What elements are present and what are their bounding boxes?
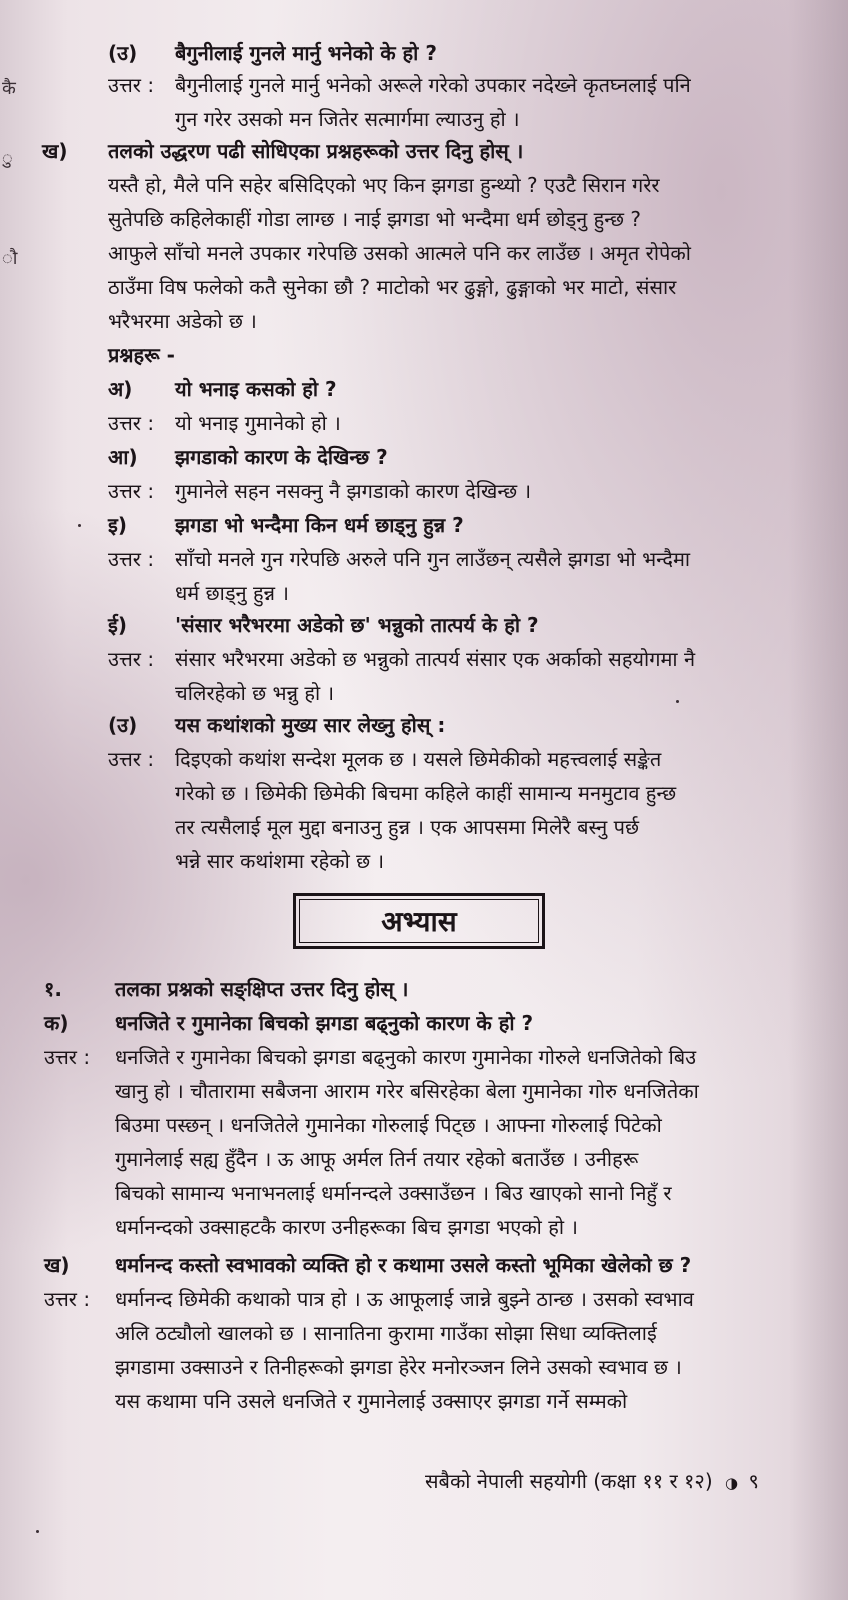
question-text: यस कथांशको मुख्य सार लेख्नु होस् : <box>175 713 446 737</box>
exercise-number: १. <box>44 977 62 1001</box>
answer-line: झगडामा उक्साउने र तिनीहरूको झगडा हेरेर मनोरञ्जन लिने उसको स्वभाव छ । <box>115 1355 682 1379</box>
speck <box>676 700 679 703</box>
answer-line: गुन गरेर उसको मन जितेर सत्मार्गमा ल्याउनु हो । <box>175 107 520 131</box>
question-label: अ) <box>108 377 133 401</box>
footer-title: सबैको नेपाली सहयोगी (कक्षा ११ र १२) <box>425 1469 713 1493</box>
passage-line: यस्तै हो, मैले पनि सहेर बसिदिएको भए किन झगडा हुन्थ्यो ? एउटै सिरान गरेर <box>108 173 660 197</box>
question-label: ख) <box>44 1253 70 1277</box>
answer-line: संसार भरैभरमा अडेको छ भन्नुको तात्पर्य संसार एक अर्काको सहयोगमा नै <box>175 647 696 671</box>
question-label: क) <box>44 1011 69 1035</box>
answer-line: गुमानेलाई सह्य हुँदैन । ऊ आफू अर्मल तिर्न तयार रहेको बताउँछ । उनीहरू <box>115 1147 639 1171</box>
answer-line: यो भनाइ गुमानेको हो । <box>175 411 341 435</box>
question-text: धर्मानन्द कस्तो स्वभावको व्यक्ति हो र कथामा उसले कस्तो भूमिका खेलेको छ ? <box>115 1253 692 1277</box>
question-text: झगडाको कारण के देखिन्छ ? <box>175 445 388 469</box>
answer-line: धर्म छाड्नु हुन्न । <box>175 581 289 605</box>
answer-line: गरेको छ । छिमेकी छिमेकी बिचमा कहिले काहीं सामान्य मनमुटाव हुन्छ <box>175 781 677 805</box>
questions-heading: प्रश्नहरू - <box>108 343 175 367</box>
section-label: ख) <box>42 139 68 163</box>
question-text: बैगुनीलाई गुनले मार्नु भनेको के हो ? <box>175 41 437 65</box>
page-footer <box>425 1464 759 1500</box>
answer-line: धनजिते र गुमानेका बिचको झगडा बढ्नुको कारण गुमानेका गोरुले धनजितेको बिउ <box>115 1045 697 1069</box>
question-label: (उ) <box>108 713 138 737</box>
page-number: ९ <box>748 1469 759 1493</box>
answer-label: उत्तर : <box>108 747 155 771</box>
question-text: धनजिते र गुमानेका बिचको झगडा बढ्नुको कारण के हो ? <box>115 1011 534 1035</box>
answer-line: साँचो मनले गुन गरेपछि अरुले पनि गुन लाउँछन् त्यसैले झगडा भो भन्दैमा <box>175 547 691 571</box>
answer-line: बिचको सामान्य भनाभनलाई धर्मानन्दले उक्साउँछन । बिउ खाएको सानो निहुँ र <box>115 1181 672 1205</box>
question-label: (उ) <box>108 41 138 65</box>
margin-mark: ु <box>2 148 13 169</box>
answer-line: धर्मानन्द छिमेकी कथाको पात्र हो । ऊ आफूलाई जान्ने बुझ्ने ठान्छ । उसको स्वभाव <box>115 1287 694 1311</box>
answer-line: बिउमा पस्छन् । धनजितेले गुमानेका गोरुलाई पिट्छ । आफ्ना गोरुलाई पिटेको <box>115 1113 662 1137</box>
answer-label: उत्तर : <box>108 547 155 571</box>
answer-label: उत्तर : <box>108 73 155 97</box>
answer-line: गुमानेले सहन नसक्नु नै झगडाको कारण देखिन्छ । <box>175 479 532 503</box>
question-label: इ) <box>108 513 127 537</box>
answer-line: यस कथामा पनि उसले धनजिते र गुमानेलाई उक्साएर झगडा गर्ने सम्मको <box>115 1389 628 1413</box>
question-text: 'संसार भरैभरमा अडेको छ' भन्नुको तात्पर्य के हो ? <box>175 613 539 637</box>
exercise-heading-box <box>293 893 545 949</box>
passage-line: ठाउँमा विष फलेको कतै सुनेका छौ ? माटोको भर ढुङ्गो, ढुङ्गाको भर माटो, संसार <box>108 275 677 299</box>
answer-label: उत्तर : <box>108 647 155 671</box>
question-text: झगडा भो भन्दैमा किन धर्म छाड्नु हुन्न ? <box>175 513 464 537</box>
exercise-heading: अभ्यास <box>299 899 539 943</box>
answer-line: खानु हो । चौतारामा सबैजना आराम गरेर बसिरहेका बेला गुमानेका गोरु धनजितेका <box>115 1079 699 1103</box>
answer-line: तर त्यसैलाई मूल मुद्दा बनाउनु हुन्न । एक आपसमा मिलेरै बस्नु पर्छ <box>175 815 639 839</box>
page-symbol-icon: ◑ <box>725 1474 739 1492</box>
answer-line: अलि ठट्यौलो खालको छ । सानातिना कुरामा गाउँका सोझा सिधा व्यक्तिलाई <box>115 1321 657 1345</box>
answer-line: दिइएको कथांश सन्देश मूलक छ । यसले छिमेकीको महत्त्वलाई सङ्केत <box>175 747 662 771</box>
answer-line: धर्मानन्दको उक्साहटकै कारण उनीहरूका बिच झगडा भएको हो । <box>115 1215 578 1239</box>
question-text: यो भनाइ कसको हो ? <box>175 377 337 401</box>
exercise-instruction: तलका प्रश्नको सङ्क्षिप्त उत्तर दिनु होस् । <box>115 977 409 1001</box>
passage-line: सुतेपछि कहिलेकाहीं गोडा लाग्छ । नाई झगडा भो भन्दैमा धर्म छोड्नु हुन्छ ? <box>108 207 641 231</box>
passage-line: आफुले साँचो मनले उपकार गरेपछि उसको आत्मले पनि कर लाउँछ । अमृत रोपेको <box>108 241 691 265</box>
answer-line: बैगुनीलाई गुनले मार्नु भनेको अरूले गरेको उपकार नदेख्ने कृतघ्नलाई पनि <box>175 73 691 97</box>
section-instruction: तलको उद्धरण पढी सोधिएका प्रश्नहरूको उत्तर दिनु होस् । <box>108 139 524 163</box>
question-label: ई) <box>108 613 127 637</box>
speck <box>36 1530 39 1533</box>
answer-label: उत्तर : <box>44 1287 91 1311</box>
answer-line: भन्ने सार कथांशमा रहेको छ । <box>175 849 385 873</box>
margin-mark: ौ <box>2 248 18 269</box>
question-label: आ) <box>108 445 138 469</box>
answer-line: चलिरहेको छ भन्नु हो । <box>175 681 335 705</box>
margin-mark: कै <box>2 78 16 99</box>
answer-label: उत्तर : <box>108 411 155 435</box>
answer-label: उत्तर : <box>108 479 155 503</box>
answer-label: उत्तर : <box>44 1045 91 1069</box>
passage-line: भरैभरमा अडेको छ । <box>108 309 257 333</box>
speck <box>78 524 81 527</box>
